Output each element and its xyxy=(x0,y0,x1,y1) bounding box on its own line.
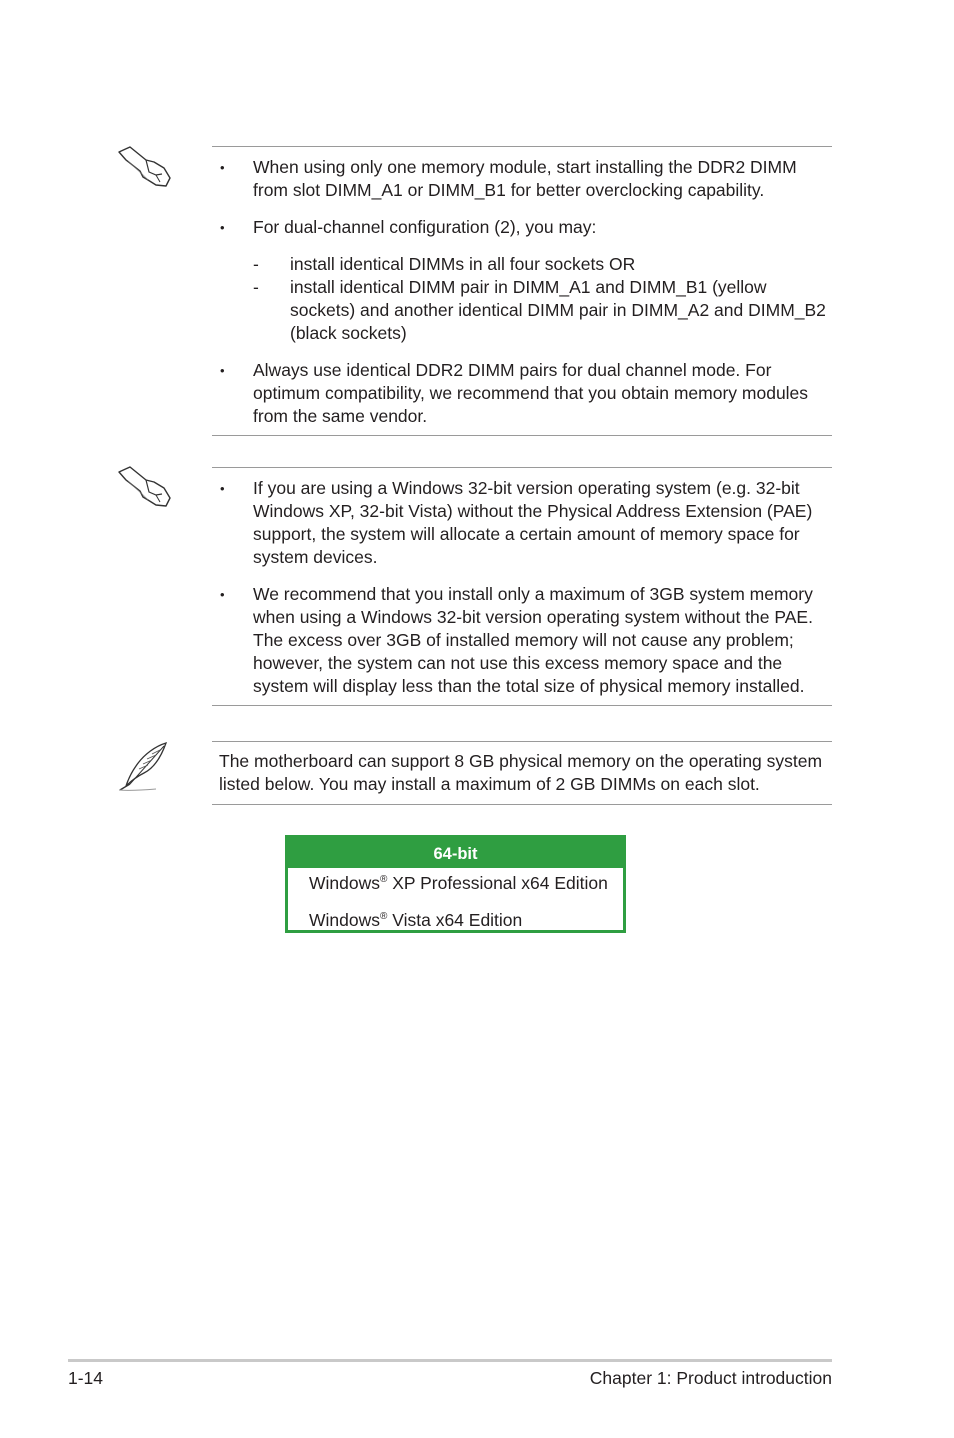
bullet-marker: • xyxy=(220,481,225,496)
table-row xyxy=(288,868,623,905)
registered-mark: ® xyxy=(380,874,388,886)
os-name: Windows xyxy=(309,910,380,930)
bullet-text: Always use identical DDR2 DIMM pairs for dual channel mode. For optimum compatibility, we recommend that you obtain memory modules from the same vendor. xyxy=(253,360,809,426)
hand-pointing-icon xyxy=(116,464,172,510)
list-item xyxy=(212,477,832,569)
os-name: Windows xyxy=(309,873,380,893)
list-item xyxy=(212,216,832,239)
bullet-text: If you are using a Windows 32-bit version operating system (e.g. 32-bit Windows XP, 32-bit Vista) without the Physical Address Extension (PAE) support, the system will allocate a certain amount of memory space for system devices. xyxy=(253,478,813,567)
sub-list-item xyxy=(212,253,832,276)
dash-marker: - xyxy=(253,277,259,297)
divider xyxy=(212,804,832,805)
table-header: 64-bit xyxy=(288,838,623,868)
sub-item-text: install identical DIMMs in all four sockets OR xyxy=(290,254,636,274)
os-edition: Vista x64 Edition xyxy=(387,910,523,930)
bullet-marker: • xyxy=(220,220,225,235)
dash-marker: - xyxy=(253,254,259,274)
divider xyxy=(212,705,832,706)
list-item xyxy=(212,583,832,698)
hand-pointing-icon xyxy=(116,144,172,190)
divider xyxy=(212,435,832,436)
os-support-table xyxy=(285,835,626,933)
list-item xyxy=(212,156,832,202)
chapter-title: Chapter 1: Product introduction xyxy=(589,1368,832,1388)
footer-divider xyxy=(68,1359,832,1362)
bullet-marker: • xyxy=(220,160,225,175)
table-row xyxy=(288,905,623,942)
sub-list-item xyxy=(212,276,832,345)
note-memory-installation xyxy=(212,156,832,428)
note-8gb-support xyxy=(212,750,832,796)
note-32bit-memory xyxy=(212,477,832,698)
bullet-text: When using only one memory module, start installing the DDR2 DIMM from slot DIMM_A1 or DIMM_B1 for better overclocking capability. xyxy=(253,157,797,200)
quill-pen-icon xyxy=(116,740,172,794)
bullet-marker: • xyxy=(220,587,225,602)
os-edition: XP Professional x64 Edition xyxy=(387,873,608,893)
bullet-marker: • xyxy=(220,363,225,378)
registered-mark: ® xyxy=(380,911,388,923)
sub-item-text: install identical DIMM pair in DIMM_A1 and DIMM_B1 (yellow sockets) and another identical DIMM pair in DIMM_A2 and DIMM_B2 (black sockets) xyxy=(290,277,826,343)
paragraph: The motherboard can support 8 GB physical memory on the operating system listed below. You may install a maximum of 2 GB DIMMs on each slot. xyxy=(219,751,823,794)
divider xyxy=(212,146,832,147)
page-number: 1-14 xyxy=(68,1368,104,1388)
list-item xyxy=(212,359,832,428)
divider xyxy=(212,741,832,742)
divider xyxy=(212,467,832,468)
bullet-text: For dual-channel configuration (2), you may: xyxy=(253,217,597,237)
bullet-text: We recommend that you install only a maximum of 3GB system memory when using a Windows 32-bit version operating system without the PAE. The excess over 3GB of installed memory will not cause any problem; however, the system can not use this excess memory space and the system will display less than the total size of physical memory installed. xyxy=(253,584,813,696)
